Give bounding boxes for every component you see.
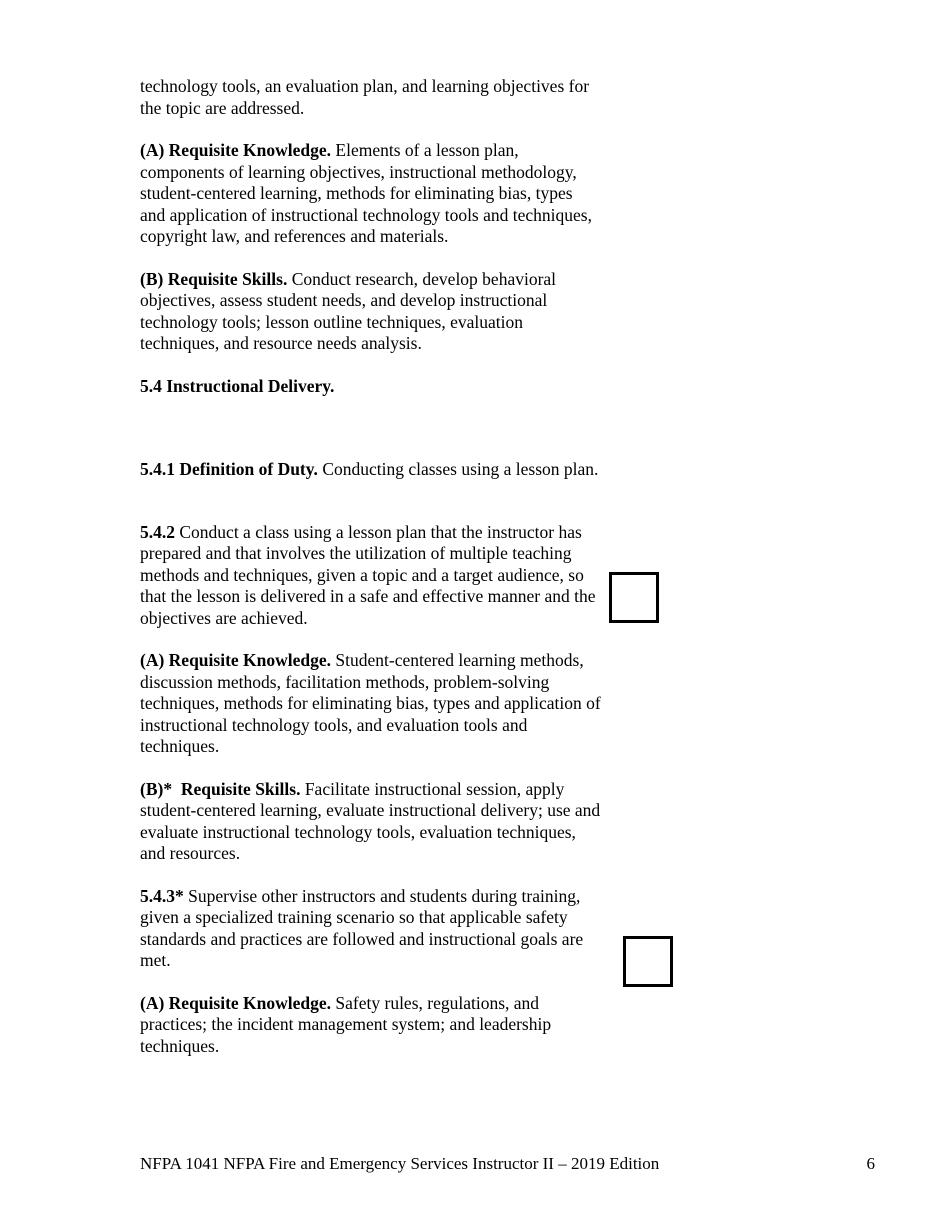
- intro-paragraph: technology tools, an evaluation plan, and learning objectives for the topic are addressed.: [140, 76, 590, 118]
- duty-text: Conducting classes using a lesson plan.: [317, 459, 599, 479]
- skills-text: Facilitate instructional session, apply student-centered learning, evaluate instructional delivery; use and evaluate instructional technology tools, evaluation techniques, and resources.: [140, 778, 601, 863]
- jpr-543-label: 5.4.3*: [140, 885, 184, 906]
- jpr-543: [140, 886, 602, 972]
- jpr-542-text: Conduct a class using a lesson plan that the instructor has prepared and that involves the utilization of multiple teaching methods and techniques, given a topic and a target audience, so that the lesson is delivered in a safe and effective manner and the objectives are achieved.: [140, 521, 596, 628]
- duty-label: 5.4.1 Definition of Duty.: [140, 459, 318, 479]
- knowledge-text: Elements of a lesson plan, components of learning objectives, instructional methodology, student-centered learning, methods for eliminating bias, types and application of instructional technology tools and techniques, copyright law, and references and materials.: [140, 140, 592, 246]
- knowledge-label: (A) Requisite Knowledge.: [140, 140, 332, 160]
- jpr-542-label: 5.4.2: [140, 521, 175, 542]
- requisite-knowledge-531: [140, 140, 602, 248]
- skills-text: Conduct research, develop behavioral objectives, assess student needs, and develop instructional technology tools; lesson outline techniques, evaluation techniques, and resource needs analysis.: [140, 268, 557, 353]
- jpr-543-text: Supervise other instructors and students during training, given a specialized training scenario so that applicable safety standards and practices are followed and instructional goals are met.: [140, 885, 584, 970]
- footer-title: NFPA 1041 NFPA Fire and Emergency Services Instructor II – 2019 Edition: [140, 1154, 660, 1173]
- document-body: [140, 76, 602, 1078]
- knowledge-text: Student-centered learning methods, discussion methods, facilitation methods, problem-solving techniques, methods for eliminating bias, types and application of instructional technology tools, and evaluation tools and techniques.: [140, 650, 601, 756]
- definition-of-duty-541: [140, 459, 602, 481]
- jpr-542: [140, 522, 602, 630]
- page-footer: [140, 1154, 875, 1174]
- requisite-skills-542: [140, 779, 602, 865]
- skills-label: (B)* Requisite Skills.: [140, 778, 301, 799]
- knowledge-text: Safety rules, regulations, and practices; the incident management system; and leadership techniques.: [140, 992, 552, 1056]
- requisite-knowledge-542: [140, 650, 602, 758]
- checkbox-543[interactable]: [623, 936, 673, 987]
- requisite-skills-531: [140, 269, 602, 355]
- knowledge-label: (A) Requisite Knowledge.: [140, 992, 332, 1013]
- checkbox-542[interactable]: [609, 572, 659, 623]
- skills-label: (B) Requisite Skills.: [140, 268, 288, 289]
- section-heading-54: [140, 376, 602, 398]
- section-heading-text: 5.4 Instructional Delivery.: [140, 375, 335, 396]
- page-number: 6: [866, 1154, 875, 1173]
- knowledge-label: (A) Requisite Knowledge.: [140, 650, 332, 670]
- requisite-knowledge-543: [140, 993, 602, 1058]
